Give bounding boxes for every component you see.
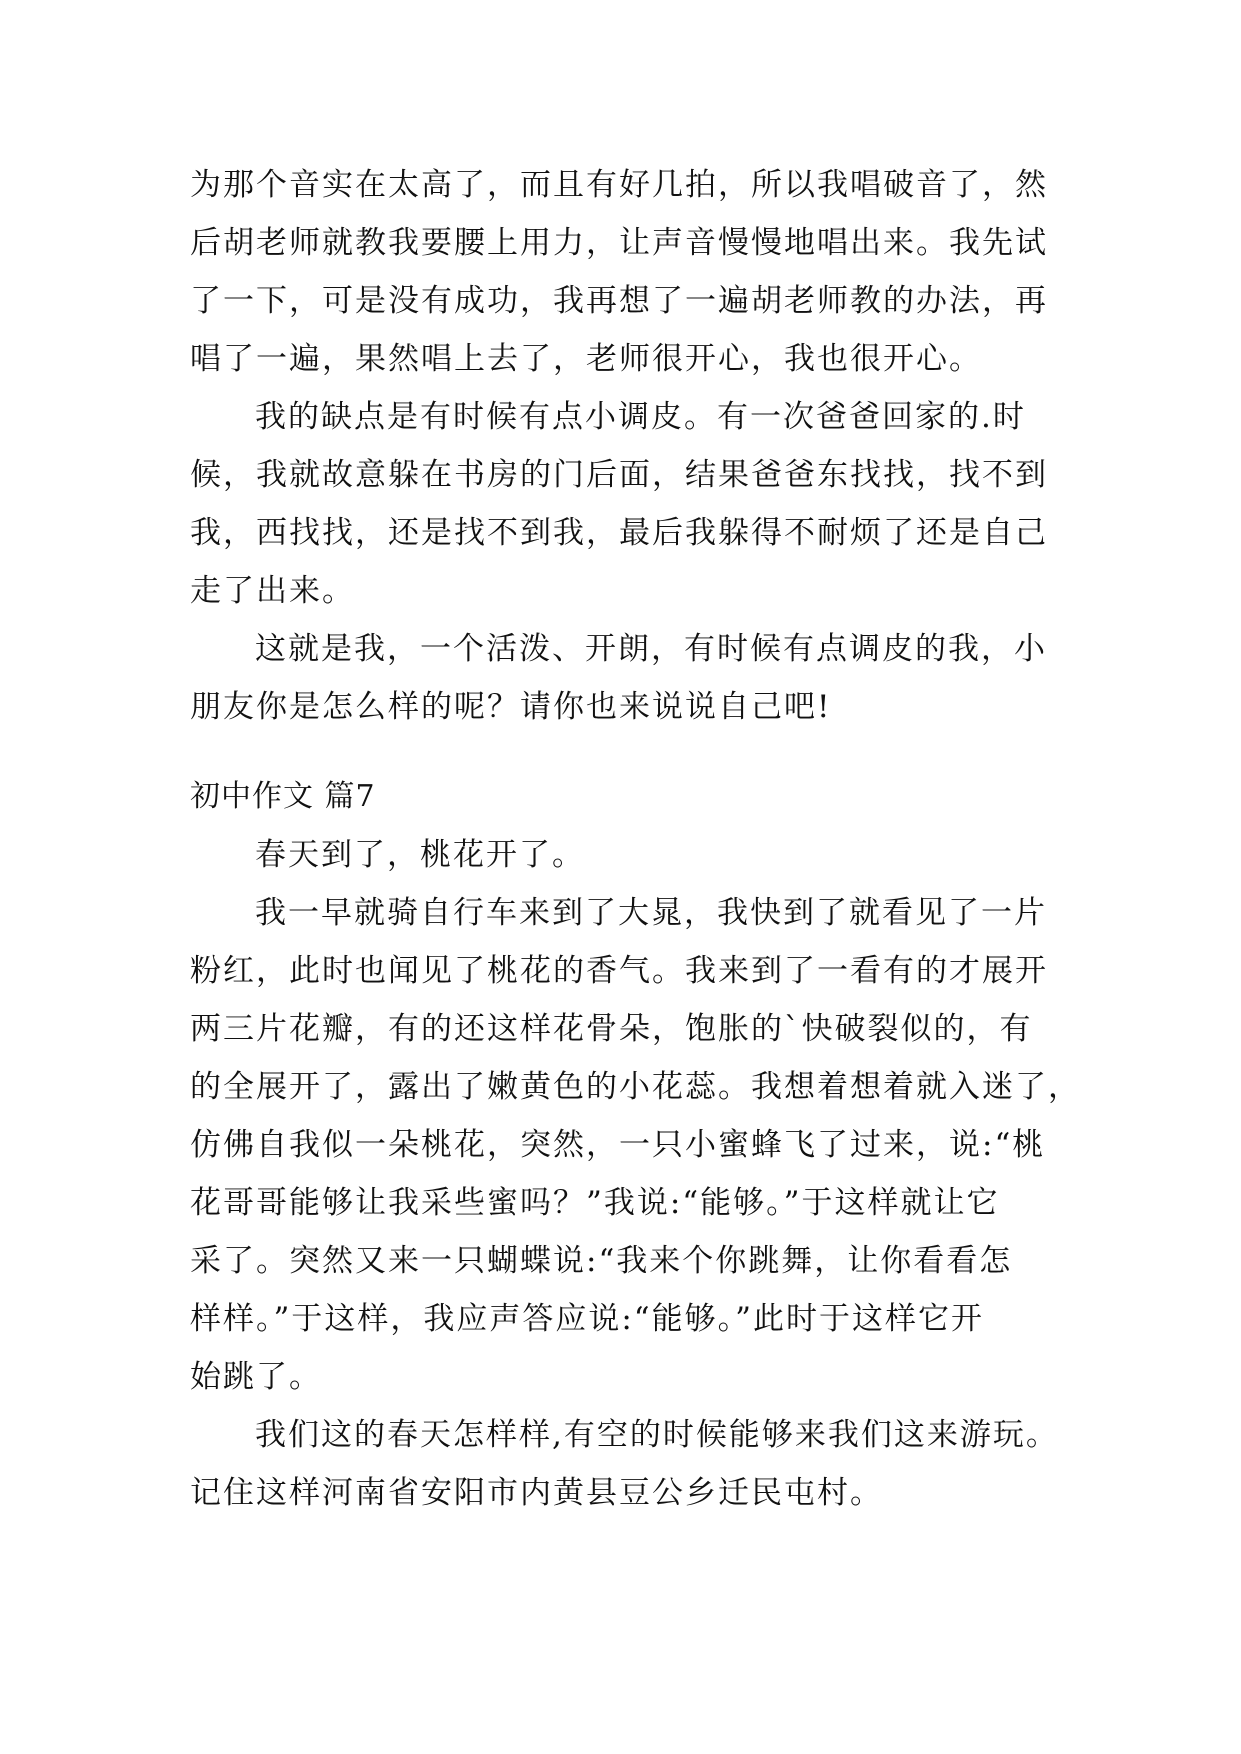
paragraph-line: 采了。突然又来一只蝴蝶说:“我来个你跳舞，让你看看怎 bbox=[190, 1243, 1013, 1279]
paragraph-line: 候，我就故意躲在书房的门后面，结果爸爸东找找，找不到 bbox=[190, 457, 1048, 493]
paragraph-line: 始跳了。 bbox=[190, 1359, 322, 1395]
paragraph-line: 两三片花瓣，有的还这样花骨朵，饱胀的`快破裂似的，有 bbox=[190, 1011, 1033, 1047]
paragraph-line: 为那个音实在太高了，而且有好几拍，所以我唱破音了，然 bbox=[190, 167, 1048, 203]
paragraph-line: 我一早就骑自行车来到了大晁，我快到了就看见了一片 bbox=[255, 895, 1047, 931]
paragraph-line: 唱了一遍，果然唱上去了，老师很开心，我也很开心。 bbox=[190, 341, 982, 377]
paragraph-line: 仿佛自我似一朵桃花，突然，一只小蜜蜂飞了过来，说:“桃 bbox=[190, 1127, 1046, 1163]
paragraph-line: 的全展开了，露出了嫩黄色的小花蕊。我想着想着就入迷了， bbox=[190, 1069, 1081, 1105]
paragraph-line: 了一下，可是没有成功，我再想了一遍胡老师教的办法，再 bbox=[190, 283, 1048, 319]
section-heading: 初中作文 篇7 bbox=[190, 779, 376, 814]
paragraph-line: 走了出来。 bbox=[190, 573, 355, 609]
paragraph-line: 记住这样河南省安阳市内黄县豆公乡迁民屯村。 bbox=[190, 1475, 883, 1511]
paragraph-line: 朋友你是怎么样的呢？请你也来说说自己吧! bbox=[190, 689, 832, 725]
paragraph-line: 我，西找找，还是找不到我，最后我躲得不耐烦了还是自己 bbox=[190, 515, 1048, 551]
paragraph-line: 我的缺点是有时候有点小调皮。有一次爸爸回家的.时 bbox=[255, 399, 1026, 435]
paragraph-line: 花哥哥能够让我采些蜜吗？”我说:“能够。”于这样就让它 bbox=[190, 1185, 1000, 1221]
paragraph-line: 后胡老师就教我要腰上用力，让声音慢慢地唱出来。我先试 bbox=[190, 225, 1048, 261]
paragraph-line: 我们这的春天怎样样,有空的时候能够来我们这来游玩。 bbox=[255, 1417, 1059, 1453]
paragraph-line: 粉红，此时也闻见了桃花的香气。我来到了一看有的才展开 bbox=[190, 953, 1048, 989]
paragraph-line: 春天到了，桃花开了。 bbox=[255, 837, 585, 873]
paragraph-line: 这就是我，一个活泼、开朗，有时候有点调皮的我，小 bbox=[255, 631, 1047, 667]
paragraph-line: 样样。”于这样，我应声答应说:“能够。”此时于这样它开 bbox=[190, 1301, 984, 1337]
